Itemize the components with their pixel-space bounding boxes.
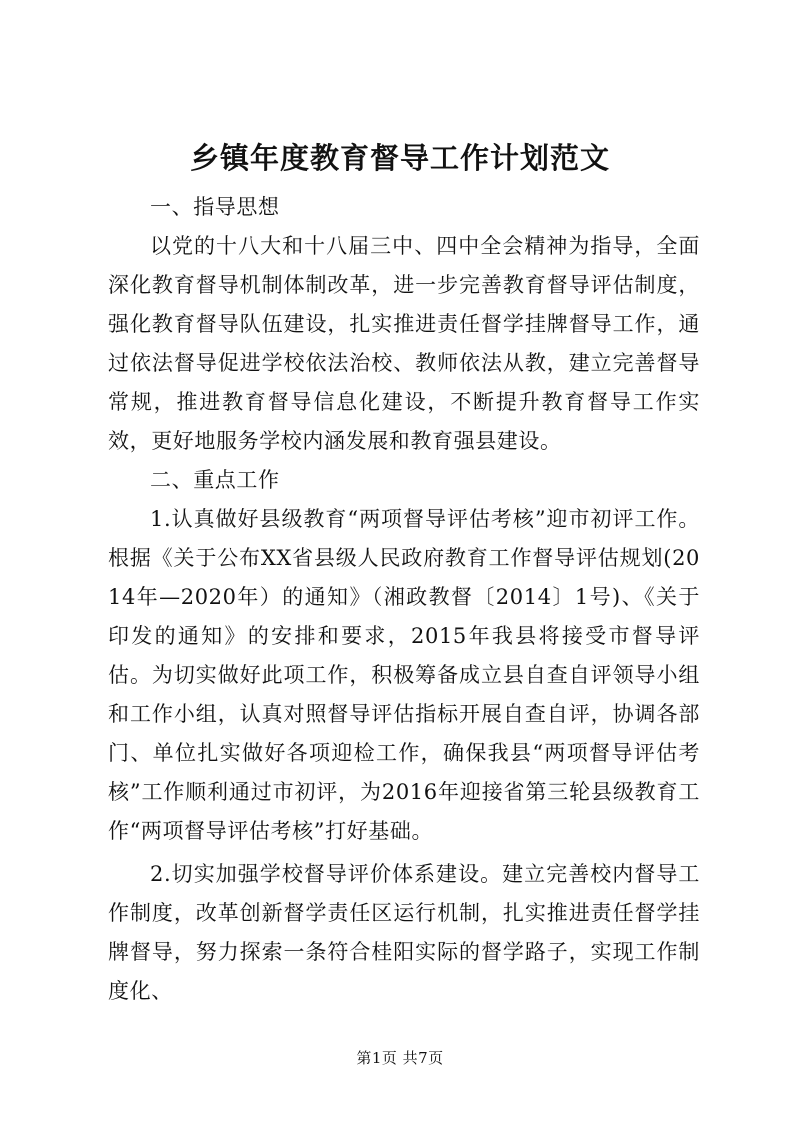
paragraph-guiding-thought: 以党的十八大和十八届三中、四中全会精神为指导，全面深化教育督导机制体制改革，进一步完善教育督导评估制度，强化教育督导队伍建设，扎实推进责任督学挂牌督导工作，通过依法督导促进学校依法治校、教师依法从教，建立完善督导常规，推进教育督导信息化建设，不断提升教育督导工作实效，更好地服务学校内涵发展和教育强县建设。 <box>108 234 700 453</box>
paragraph-key-work-1: 1.认真做好县级教育“两项督导评估考核”迎市初评工作。根据《关于公布XX省县级人民政府教育工作督导评估规划(2014年—2020年）的通知》（湘政教督〔2014〕1号)、《关于印发的通知》的安排和要求，2015年我县将接受市督导评估。为切实做好此项工作，积极筹备成立县自查自评领导小组和工作小组，认真对照督导评估指标开展自查自评，协调各部门、单位扎实做好各项迎检工作，确保我县“两项督导评估考核”工作顺利通过市初评，为2016年迎接省第三轮县级教育工作“两项督导评估考核”打好基础。 <box>108 507 700 843</box>
document-body <box>108 188 700 1011</box>
page-footer: 第1页 共7页 <box>356 1049 444 1067</box>
paragraph-key-work-2: 2.切实加强学校督导评价体系建设。建立完善校内督导工作制度，改革创新督学责任区运行机制，扎实推进责任督学挂牌督导，努力探索一条符合桂阳实际的督学路子，实现工作制度化、 <box>108 862 700 1003</box>
section-heading-guiding-thought: 一、指导思想 <box>150 195 280 219</box>
section-heading-key-work: 二、重点工作 <box>150 468 280 492</box>
document-title: 乡镇年度教育督导工作计划范文 <box>189 141 610 175</box>
